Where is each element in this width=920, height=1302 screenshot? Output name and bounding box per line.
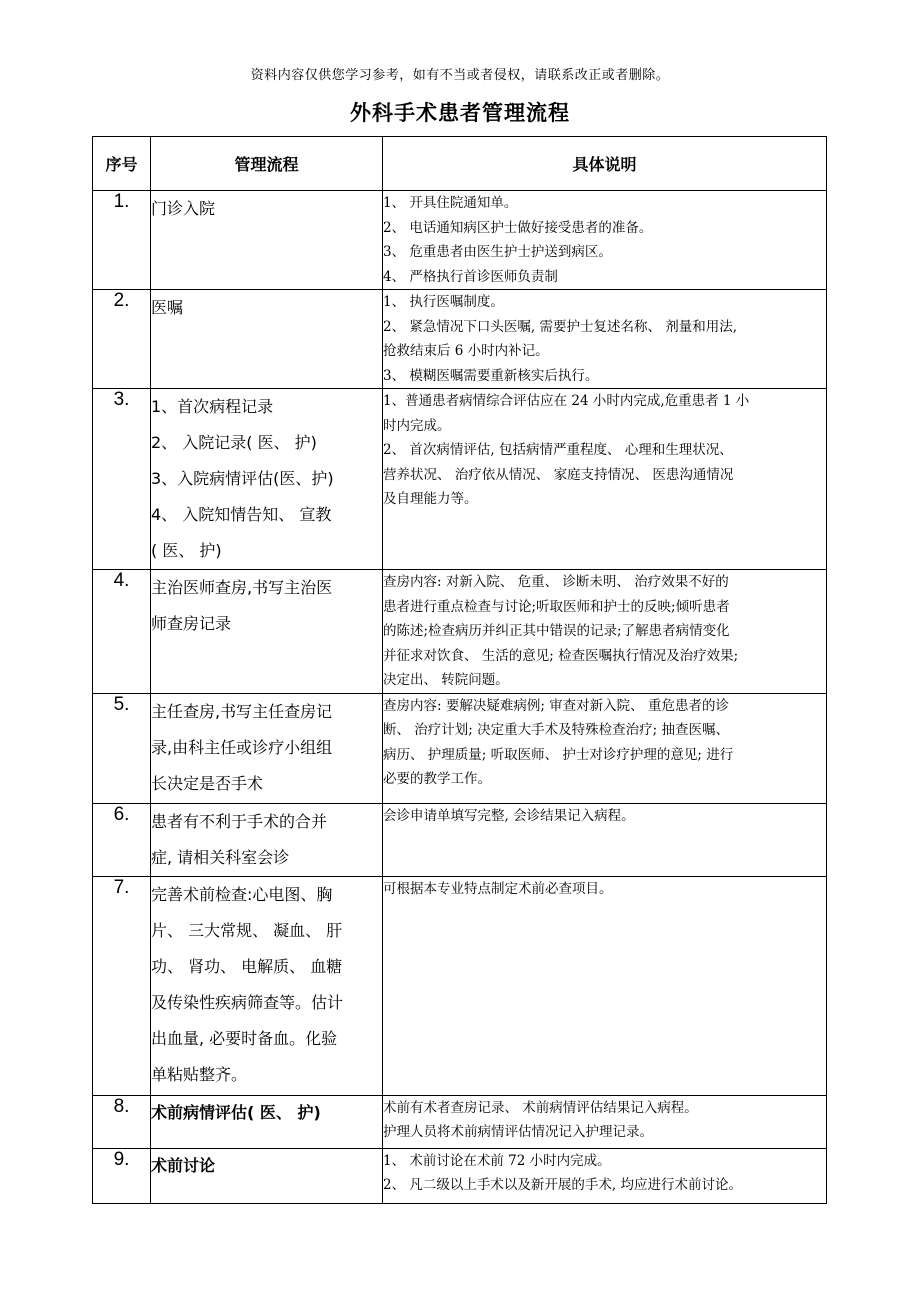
process-line: 患者有不利于手术的合并: [151, 811, 328, 831]
process-line: 3、入院病情评估(医、护): [151, 469, 334, 488]
process-line: 4、 入院知情告知、 宣教: [151, 505, 332, 524]
process-line: 完善术前检查:心电图、胸: [151, 884, 333, 904]
row-number: 4.: [93, 570, 151, 694]
copyright-notice: 资料内容仅供您学习参考，如有不当或者侵权，请联系改正或者删除。: [250, 68, 670, 83]
detail-line: 1、 执行医嘱制度。: [383, 294, 504, 310]
row-process: [151, 191, 383, 290]
row-details: [383, 876, 827, 1095]
row-number: 2.: [93, 290, 151, 389]
detail-line: 患者进行重点检查与讨论;听取医师和护士的反映;倾听患者: [383, 598, 730, 615]
detail-line: 3、 危重患者由医生护士护送到病区。: [383, 244, 612, 260]
detail-line: 2、 首次病情评估, 包括病情严重程度、 心理和生理状况、: [383, 442, 733, 458]
detail-line: 必要的教学工作。: [383, 771, 491, 787]
detail-line: 2、 电话通知病区护士做好接受患者的准备。: [383, 219, 653, 236]
table-row: [93, 693, 827, 803]
process-line: 单粘贴整齐。: [151, 1064, 248, 1084]
process-line: 录,由科主任或诊疗小组组: [151, 737, 333, 757]
row-details: [383, 570, 827, 694]
detail-line: 1、普通患者病情综合评估应在 24 小时内完成,危重患者 1 小: [383, 393, 750, 409]
row-details: [383, 803, 827, 876]
header-details: 具体说明: [383, 137, 827, 191]
process-line: 症, 请相关科室会诊: [151, 847, 290, 867]
process-line: 出血量, 必要时备血。化验: [151, 1028, 338, 1048]
process-line: 师查房记录: [151, 614, 232, 633]
row-process: [151, 570, 383, 694]
row-process: [151, 693, 383, 803]
table-row: [93, 803, 827, 876]
row-details: [383, 389, 827, 570]
table-row: [93, 389, 827, 570]
detail-line: 时内完成。: [383, 417, 451, 434]
row-process: [151, 290, 383, 389]
process-line: 及传染性疾病筛查等。估计: [151, 992, 344, 1012]
detail-line: 2、 紧急情况下口头医嘱, 需要护士复述名称、 剂量和用法,: [383, 318, 738, 335]
table-row: [93, 191, 827, 290]
row-number: 9.: [93, 1148, 151, 1203]
process-line: 功、 肾功、 电解质、 血糖: [151, 956, 343, 976]
row-process: [151, 1095, 383, 1148]
table-header-row: [93, 137, 827, 191]
detail-line: 1、 开具住院通知单。: [383, 195, 518, 211]
process-line: 片、 三大常规、 凝血、 肝: [151, 920, 343, 940]
row-process: [151, 389, 383, 570]
row-details: [383, 693, 827, 803]
detail-line: 查房内容: 对新入院、 危重、 诊断未明、 治疗效果不好的: [383, 574, 729, 590]
row-details: [383, 191, 827, 290]
row-details: [383, 1095, 827, 1148]
header-process: 管理流程: [151, 137, 383, 191]
detail-line: 营养状况、 治疗依从情况、 家庭支持情况、 医患沟通情况: [383, 466, 734, 483]
process-line: 门诊入院: [151, 199, 216, 218]
process-line: 术前讨论: [151, 1155, 216, 1175]
row-process: [151, 803, 383, 876]
process-line: 术前病情评估( 医、 护): [151, 1102, 321, 1122]
process-table: [92, 136, 827, 1204]
detail-line: 可根据本专业特点制定术前必查项目。: [383, 880, 613, 897]
table-row: [93, 570, 827, 694]
detail-line: 断、 治疗计划; 决定重大手术及特殊检查治疗; 抽查医嘱、: [383, 722, 729, 738]
detail-line: 护理人员将术前病情评估情况记入护理记录。: [383, 1124, 653, 1140]
document-title: 外科手术患者管理流程: [350, 101, 570, 125]
detail-line: 1、 术前讨论在术前 72 小时内完成。: [383, 1152, 611, 1169]
detail-line: 抢救结束后 6 小时内补记。: [383, 343, 549, 359]
row-details: [383, 1148, 827, 1203]
process-line: 1、首次病程记录: [151, 397, 274, 416]
detail-line: 3、 模糊医嘱需要重新核实后执行。: [383, 367, 599, 384]
process-line: 主任查房,书写主任查房记: [151, 701, 333, 721]
process-line: 主治医师查房,书写主治医: [151, 578, 333, 597]
process-line: 2、 入院记录( 医、 护): [151, 433, 317, 452]
row-number: 3.: [93, 389, 151, 570]
row-details: [383, 290, 827, 389]
detail-line: 4、 严格执行首诊医师负责制: [383, 268, 558, 285]
row-process: [151, 1148, 383, 1203]
detail-line: 会诊申请单填写完整, 会诊结果记入病程。: [383, 807, 635, 824]
detail-line: 及自理能力等。: [383, 491, 478, 507]
table-row: [93, 290, 827, 389]
row-process: [151, 876, 383, 1095]
table-row: [93, 1148, 827, 1203]
row-number: 8.: [93, 1095, 151, 1148]
detail-line: 术前有术者查房记录、 术前病情评估结果记入病程。: [383, 1099, 698, 1116]
row-number: 6.: [93, 803, 151, 876]
detail-line: 并征求对饮食、 生活的意见; 检查医嘱执行情况及治疗效果;: [383, 647, 739, 664]
table-row: [93, 876, 827, 1095]
row-number: 5.: [93, 693, 151, 803]
detail-line: 查房内容: 要解决疑难病例; 审查对新入院、 重危患者的诊: [383, 697, 729, 714]
process-line: 长决定是否手术: [151, 773, 264, 793]
process-line: 医嘱: [151, 298, 184, 317]
table-row: [93, 1095, 827, 1148]
row-number: 7.: [93, 876, 151, 1095]
header-number: 序号: [93, 137, 151, 191]
detail-line: 决定出、 转院问题。: [383, 672, 509, 688]
detail-line: 2、 凡二级以上手术以及新开展的手术, 均应进行术前讨论。: [383, 1177, 742, 1193]
detail-line: 病历、 护理质量; 听取医师、 护士对诊疗护理的意见; 进行: [383, 746, 734, 763]
detail-line: 的陈述;检查病历并纠正其中错误的记录;了解患者病情变化: [383, 623, 730, 639]
row-number: 1.: [93, 191, 151, 290]
process-line: ( 医、 护): [151, 541, 222, 560]
